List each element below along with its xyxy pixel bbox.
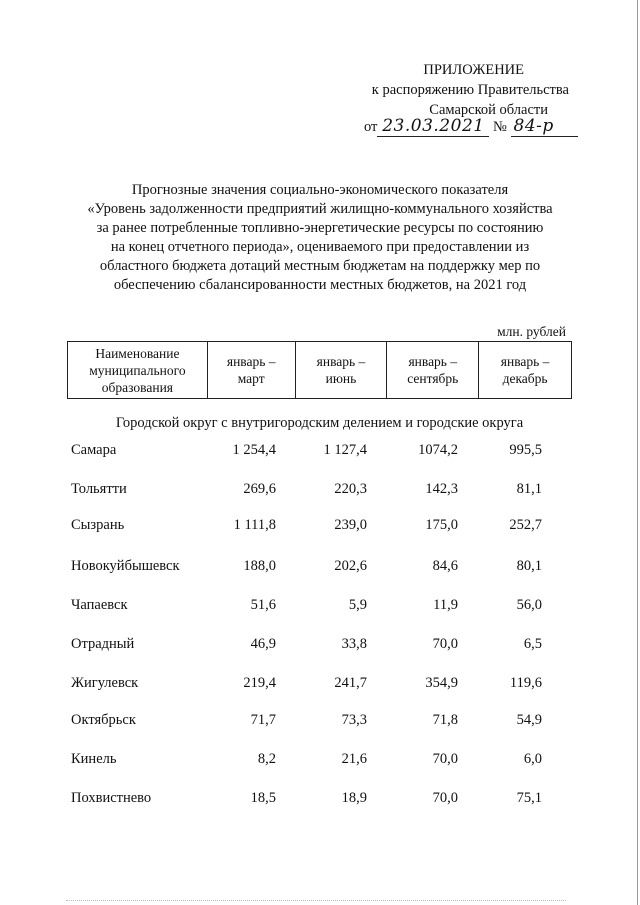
municipality-name: Отрадный: [71, 636, 135, 652]
table-row: [67, 558, 572, 578]
value-jan-mar: 219,4: [243, 675, 276, 691]
document-title: [60, 181, 580, 295]
value-jan-mar: 1 254,4: [232, 442, 276, 458]
value-jan-mar: 269,6: [243, 481, 276, 497]
value-jan-mar: 51,6: [250, 597, 276, 613]
title-line: обеспечению сбалансированности местных бюджетов, на 2021 год: [113, 277, 527, 293]
value-jan-mar: 188,0: [243, 558, 276, 574]
header-jan-jun: январь – июнь: [295, 342, 387, 399]
title-line: «Уровень задолженности предприятий жилищно-коммунального хозяйства: [87, 201, 553, 217]
table-row: [67, 790, 572, 810]
value-jan-dec: 119,6: [509, 675, 542, 691]
value-jan-sep: 11,9: [433, 597, 458, 613]
region-name: Самарской области: [429, 102, 548, 118]
header-jan-mar: январь – март: [207, 342, 295, 399]
table-row: [67, 712, 572, 732]
municipality-name: Сызрань: [71, 517, 125, 533]
municipality-name: Тольятти: [71, 481, 127, 497]
value-jan-sep: 70,0: [432, 636, 458, 652]
value-jan-jun: 202,6: [334, 558, 367, 574]
value-jan-sep: 354,9: [425, 675, 458, 691]
municipality-name: Кинель: [71, 751, 117, 767]
value-jan-jun: 241,7: [334, 675, 367, 691]
order-reference: к распоряжению Правительства: [371, 82, 569, 98]
value-jan-sep: 1074,2: [418, 442, 458, 458]
value-jan-dec: 56,0: [516, 597, 542, 613]
value-jan-sep: 70,0: [432, 751, 458, 767]
value-jan-mar: 71,7: [250, 712, 276, 728]
value-jan-jun: 1 127,4: [323, 442, 367, 458]
table-row: [67, 597, 572, 617]
value-jan-dec: 6,5: [523, 636, 542, 652]
municipality-name: Самара: [71, 442, 117, 458]
title-line: за ранее потребленные топливно-энергетические ресурсы по состоянию: [96, 220, 544, 236]
value-jan-dec: 995,5: [509, 442, 542, 458]
appendix-header: [372, 60, 569, 120]
value-jan-mar: 8,2: [257, 751, 276, 767]
value-jan-dec: 81,1: [516, 481, 542, 497]
value-jan-jun: 239,0: [334, 517, 367, 533]
table-header: [67, 341, 572, 399]
value-jan-dec: 54,9: [516, 712, 542, 728]
handwritten-date: 23.03.2021: [377, 117, 489, 137]
date-prefix: от: [364, 119, 378, 135]
header-jan-dec: январь – декабрь: [479, 342, 572, 399]
title-line: на конец отчетного периода», оцениваемого при предоставлении из: [110, 239, 530, 255]
value-jan-dec: 6,0: [523, 751, 542, 767]
value-jan-sep: 142,3: [425, 481, 458, 497]
section-heading: Городской округ с внутригородским делением и городские округа: [115, 415, 524, 431]
value-jan-jun: 18,9: [341, 790, 367, 806]
handwritten-number: 84-р: [511, 117, 578, 137]
value-jan-dec: 80,1: [516, 558, 542, 574]
value-jan-jun: 21,6: [341, 751, 367, 767]
value-jan-sep: 175,0: [425, 517, 458, 533]
scan-edge: [66, 900, 566, 902]
title-line: областного бюджета дотаций местным бюджетам на поддержку мер по: [99, 258, 541, 274]
value-jan-mar: 46,9: [250, 636, 276, 652]
units-label: млн. рублей: [497, 324, 566, 339]
value-jan-mar: 18,5: [250, 790, 276, 806]
value-jan-jun: 220,3: [334, 481, 367, 497]
municipality-name: Октябрьск: [71, 712, 136, 728]
value-jan-dec: 75,1: [516, 790, 542, 806]
municipality-name: Похвистнево: [71, 790, 152, 806]
table-row: [67, 751, 572, 771]
value-jan-sep: 71,8: [432, 712, 458, 728]
header-jan-sep: январь – сентябрь: [387, 342, 479, 399]
value-jan-sep: 84,6: [432, 558, 458, 574]
table-row: [67, 636, 572, 656]
municipality-name: Чапаевск: [71, 597, 128, 613]
value-jan-dec: 252,7: [509, 517, 542, 533]
value-jan-mar: 1 111,8: [233, 517, 276, 533]
value-jan-jun: 73,3: [341, 712, 367, 728]
order-date-line: [364, 117, 578, 137]
table-row: [67, 517, 572, 537]
municipality-name: Новокуйбышевск: [71, 558, 180, 574]
municipality-name: Жигулевск: [71, 675, 139, 691]
table-row: [67, 442, 572, 462]
header-municipality: Наименование муниципального образования: [68, 342, 208, 399]
title-line: Прогнозные значения социально-экономического показателя: [131, 182, 509, 198]
table-row: [67, 481, 572, 501]
number-prefix: №: [493, 119, 507, 135]
value-jan-jun: 33,8: [341, 636, 367, 652]
appendix-label: ПРИЛОЖЕНИЕ: [423, 62, 524, 78]
page-edge: [637, 0, 638, 905]
value-jan-jun: 5,9: [348, 597, 367, 613]
value-jan-sep: 70,0: [432, 790, 458, 806]
table-row: [67, 675, 572, 695]
